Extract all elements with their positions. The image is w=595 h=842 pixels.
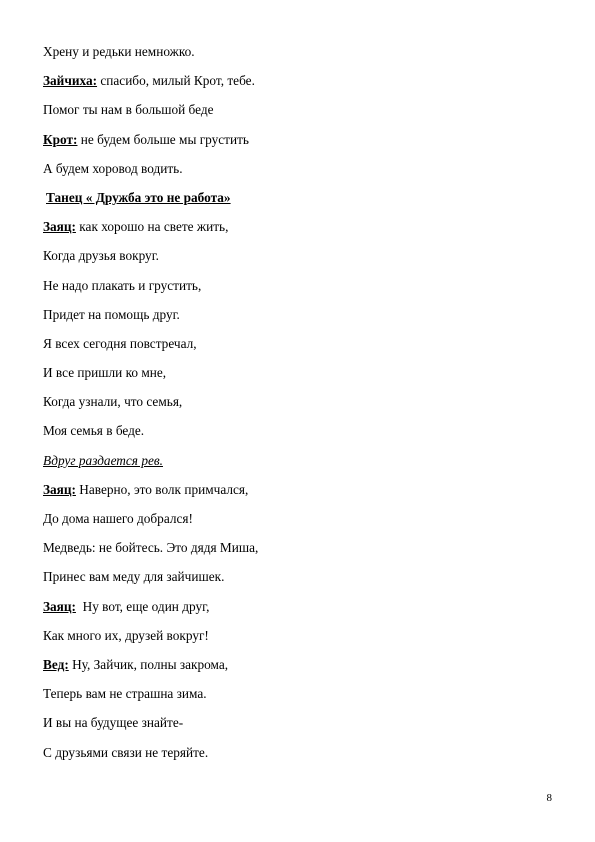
line-text: спасибо, милый Крот, тебе. (97, 73, 255, 89)
text-line (43, 246, 543, 275)
line-text: С друзьями связи не теряйте. (43, 744, 209, 760)
line-text: как хорошо на свете жить, (75, 219, 229, 235)
text-line (43, 597, 543, 626)
line-text: И все пришли ко мне, (43, 365, 167, 381)
line-text: Как много их, друзей вокруг! (43, 627, 209, 643)
text-line (43, 100, 543, 129)
text-line (43, 684, 543, 713)
script-text (43, 42, 543, 772)
line-text: И вы на будущее знайте- (43, 715, 184, 731)
text-line (43, 538, 543, 567)
line-text: Ну, Зайчик, полны закрома, (68, 656, 229, 672)
speaker-name: Заяц: (43, 219, 76, 235)
line-text: Принес вам меду для зайчишек. (43, 569, 225, 585)
text-line (43, 451, 543, 480)
line-text: не будем больше мы грустить (77, 131, 249, 147)
line-text: Я всех сегодня повстречал, (43, 335, 197, 351)
text-line (43, 392, 543, 421)
text-line (43, 567, 543, 596)
text-line (43, 71, 543, 100)
speaker-name: Заяц: (43, 598, 76, 614)
text-line (43, 480, 543, 509)
speaker-name: Вед: (43, 656, 69, 672)
text-line (43, 276, 543, 305)
text-line (43, 363, 543, 392)
section-heading: Танец « Дружба это не работа» (46, 189, 231, 205)
line-text: Когда узнали, что семья, (43, 394, 183, 410)
speaker-name: Заяц: (43, 481, 76, 497)
text-line (43, 509, 543, 538)
text-line (43, 713, 543, 742)
text-line (43, 655, 543, 684)
text-line (43, 743, 543, 772)
text-line (43, 188, 543, 217)
line-text: Теперь вам не страшна зима. (43, 686, 207, 702)
line-text: Не надо плакать и грустить, (43, 277, 202, 293)
text-line (43, 159, 543, 188)
text-line (43, 421, 543, 450)
line-text: А будем хоровод водить. (43, 160, 183, 176)
text-line (43, 305, 543, 334)
line-text: Наверно, это волк примчался, (75, 481, 249, 497)
line-text: Когда друзья вокруг. (43, 248, 159, 264)
text-line (43, 217, 543, 246)
line-text: Помог ты нам в большой беде (43, 102, 214, 118)
text-line (43, 334, 543, 363)
line-text: Медведь: не бойтесь. Это дядя Миша, (43, 540, 259, 556)
line-text: Моя семья в беде. (43, 423, 145, 439)
line-text: Ну вот, еще один друг, (75, 598, 210, 614)
line-text: Хрену и редьки немножко. (43, 44, 195, 59)
speaker-name: Зайчиха: (43, 73, 98, 89)
text-line (43, 626, 543, 655)
text-line (43, 130, 543, 159)
stage-remark: Вдруг раздается рев. (43, 452, 163, 468)
speaker-name: Крот: (43, 131, 78, 147)
page-number: 8 (546, 792, 552, 804)
text-line (43, 42, 543, 71)
line-text: До дома нашего добрался! (43, 511, 193, 526)
line-text: Придет на помощь друг. (43, 306, 180, 322)
